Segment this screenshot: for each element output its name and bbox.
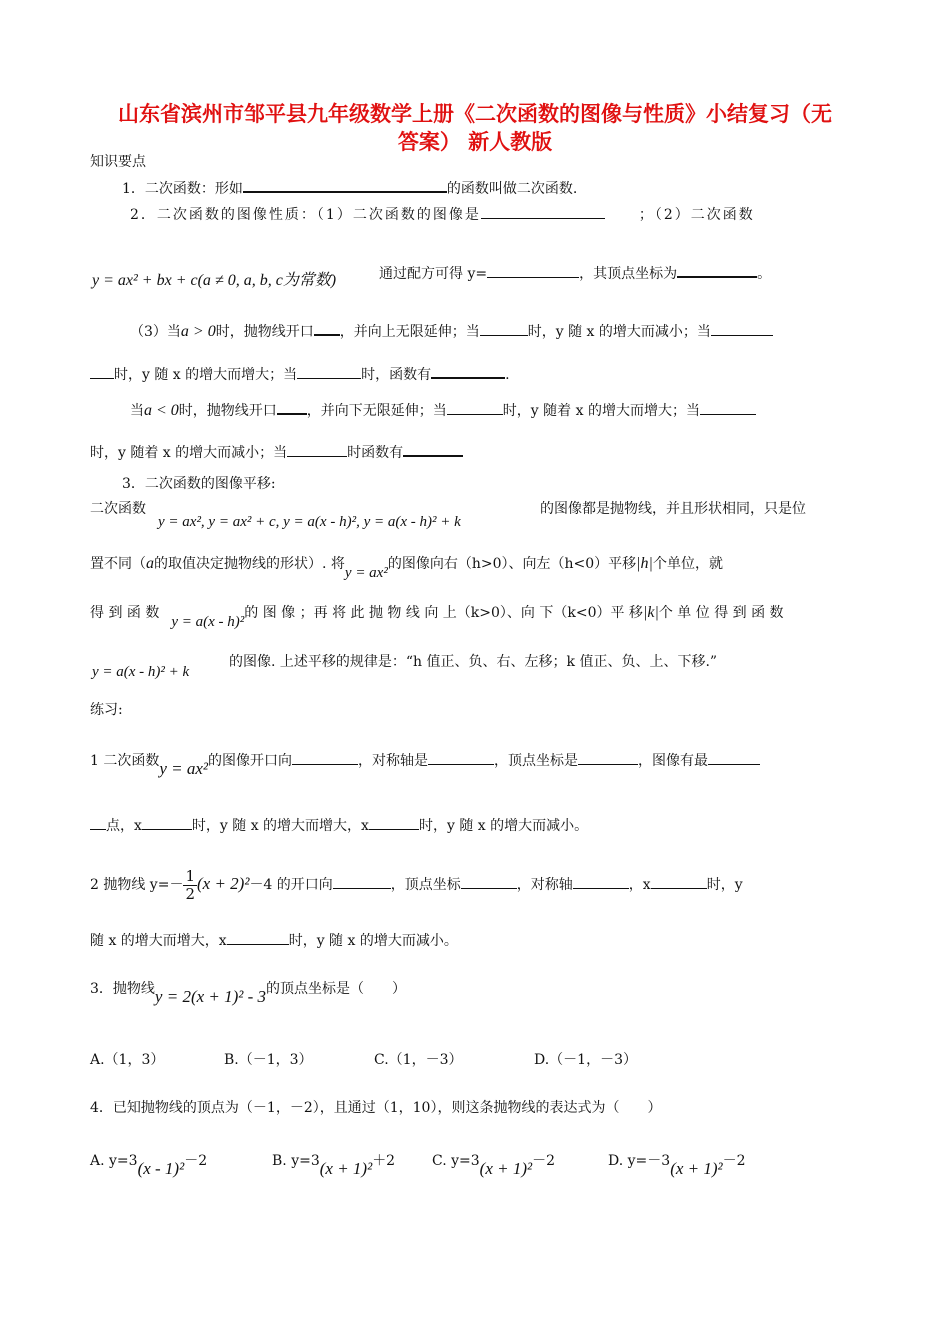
- practice-1-line1: [90, 750, 760, 778]
- section-knowledge: 知识要点: [90, 154, 146, 170]
- k24-cond: a < 0: [144, 402, 179, 419]
- p4-a-formula: (x - 1)²: [137, 1159, 185, 1178]
- p4-option-d[interactable]: [608, 1150, 746, 1178]
- p2-a: 2 抛物线 y=－: [90, 877, 184, 893]
- p1-e: ，图像有最: [638, 753, 709, 769]
- p3-option-b[interactable]: B.（－1，3）: [224, 1052, 313, 1068]
- k3-l3a: 得 到 函 数: [90, 605, 160, 621]
- practice-2-line1: [90, 864, 743, 905]
- k3-line1-formula: [158, 512, 461, 532]
- k3-l3-abs-k: |k|: [642, 604, 659, 621]
- k23-blank-open[interactable]: [314, 320, 340, 336]
- k2-text2: ，其顶点坐标为: [579, 266, 678, 282]
- k24-blank-1[interactable]: [447, 400, 503, 415]
- p1-b: 的图像开口向: [208, 753, 293, 769]
- knowledge-item-2-3-line2: [90, 363, 510, 385]
- k23-blank-3[interactable]: [297, 364, 361, 379]
- doc-title-line1: 山东省滨州市邹平县九年级数学上册《二次函数的图像与性质》小结复习（无: [118, 102, 832, 126]
- doc-title-line2: 答案） 新人教版: [397, 130, 553, 154]
- k23-f: 时，函数有: [361, 367, 432, 383]
- p1-i: 时，y 随 x 的增大而减小。: [418, 818, 589, 834]
- k23-blank-4[interactable]: [431, 363, 505, 379]
- k23-cond: a > 0: [180, 323, 216, 340]
- general-form-formula: y = ax² + bx + c(a ≠ 0, a, b, c为常数): [92, 272, 337, 289]
- k3-l2c: 的图像向右（h>0）、向左（h<0）平移: [387, 556, 637, 572]
- knowledge-item-2-vertex-line: [379, 262, 771, 284]
- k3-line2: [90, 554, 723, 581]
- p4-option-a[interactable]: [90, 1150, 208, 1178]
- p2-c: ，顶点坐标: [390, 877, 461, 893]
- k1-blank[interactable]: [243, 177, 447, 193]
- k3-l4-formula: y = a(x - h)² + k: [92, 664, 190, 680]
- k3-l2-a-var: a: [146, 555, 154, 572]
- p2-b: －4 的开口向: [249, 877, 333, 893]
- p3-a: 3．抛物线: [90, 981, 155, 997]
- k3-l3c: 个 单 位 得 到 函 数: [658, 605, 784, 621]
- k24-blank-4[interactable]: [403, 441, 463, 457]
- p4-b-pre: B. y=3: [272, 1153, 320, 1169]
- p1-blank-5[interactable]: [142, 815, 192, 830]
- practice-4-question: 4．已知抛物线的顶点为（－1，－2），且通过（1，10），则这条抛物线的表达式为（ ）: [90, 1100, 662, 1116]
- k2-blank-shape[interactable]: [481, 204, 605, 219]
- k3-l3-formula: y = a(x - h)²: [171, 614, 245, 630]
- p1-a: 1 二次函数: [90, 753, 160, 769]
- knowledge-item-2-4-line2: [90, 441, 463, 463]
- p2-blank-1[interactable]: [333, 874, 391, 889]
- p2-g: 时，y: [706, 877, 743, 893]
- k3-translation-formulas: y = ax², y = ax² + c, y = a(x - h)², y = a(x - h)² + k: [158, 514, 461, 530]
- k23-e: 时，y 随 x 的增大而增大；当: [114, 367, 298, 383]
- p1-h: 时，y 随 x 的增大而增大，x: [191, 818, 369, 834]
- p2-frac-num: 1: [185, 866, 195, 885]
- knowledge-item-1: [122, 177, 577, 199]
- k2-text3: 。: [757, 266, 772, 282]
- k23-d: 时，y 随 x 的增大而减小；当: [527, 324, 711, 340]
- p4-option-c[interactable]: [432, 1150, 556, 1178]
- p4-b-post: ＋2: [372, 1153, 396, 1169]
- p3-option-c[interactable]: C.（1，－3）: [374, 1052, 463, 1068]
- p2-blank-3[interactable]: [573, 874, 629, 889]
- knowledge-item-3-heading: 3．二次函数的图像平移:: [122, 476, 276, 492]
- k24-b: 时，抛物线开口: [178, 403, 277, 419]
- k23-blank-2[interactable]: [711, 321, 773, 336]
- practice-2-line2: [90, 930, 458, 951]
- p1-d: ，顶点坐标是: [494, 753, 579, 769]
- p4-a-pre: A. y=3: [90, 1153, 138, 1169]
- p1-blank-4b[interactable]: [90, 815, 106, 830]
- p2-e: ，x: [628, 877, 651, 893]
- p2-frac-den: 2: [185, 884, 195, 903]
- p2-blank-2[interactable]: [461, 874, 517, 889]
- k3-line1-a: 二次函数: [90, 501, 146, 517]
- k23-c: ，并向上无限延伸；当: [339, 324, 480, 340]
- practice-3-question: [90, 978, 407, 1006]
- knowledge-item-2-3-line1: [130, 320, 773, 342]
- p1-blank-3[interactable]: [578, 750, 638, 765]
- p1-blank-1[interactable]: [292, 750, 358, 765]
- p4-c-post: －2: [532, 1153, 556, 1169]
- knowledge-item-2-4-line1: [130, 399, 756, 421]
- k2-blank-vertex-form[interactable]: [487, 263, 579, 278]
- k3-line3: [90, 603, 784, 630]
- p4-a-post: －2: [184, 1153, 208, 1169]
- p4-c-pre: C. y=3: [432, 1153, 480, 1169]
- p2-h: 随 x 的增大而增大，x: [90, 933, 227, 949]
- k3-l2-abs-h: |h|: [636, 555, 653, 572]
- p3-b: 的顶点坐标是（ ）: [266, 981, 407, 997]
- k3-l2a: 置不同（: [90, 556, 146, 572]
- p4-c-formula: (x + 1)²: [479, 1159, 533, 1178]
- k24-d: 时，y 随着 x 的增大而增大；当: [502, 403, 700, 419]
- p2-d: ，对称轴: [516, 877, 573, 893]
- knowledge-item-2-formula-line: [92, 271, 336, 291]
- k23-blank-1[interactable]: [480, 321, 528, 336]
- k2-text1: 通过配方可得 y=: [379, 266, 488, 282]
- p2-blank-5[interactable]: [227, 930, 289, 945]
- p3-option-d[interactable]: D.（－1，－3）: [534, 1052, 637, 1068]
- p4-d-pre: D. y=－3: [608, 1153, 671, 1169]
- k24-blank-3[interactable]: [287, 442, 347, 457]
- k3-line4-formula: [92, 662, 189, 682]
- k23-g: .: [505, 367, 510, 383]
- p4-d-post: －2: [722, 1153, 746, 1169]
- k3-line4-b: 的图像. 上述平移的规律是：“h 值正、负、右、左移；k 值正、负、上、下移.”: [229, 654, 718, 670]
- p1-blank-6[interactable]: [369, 815, 419, 830]
- k23-b: 时，抛物线开口: [215, 324, 314, 340]
- p1-blank-4[interactable]: [708, 750, 760, 765]
- k2-mid: ；（2）二次函数: [638, 207, 755, 223]
- k1-pre: 1．二次函数：形如: [122, 181, 243, 197]
- p1-c: ，对称轴是: [358, 753, 429, 769]
- p2-fraction: [183, 868, 197, 903]
- k24-f: 时函数有: [347, 445, 404, 461]
- k24-a: 当: [130, 403, 144, 419]
- p4-d-formula: (x + 1)²: [670, 1159, 723, 1178]
- k3-line1-b: 的图像都是抛物线，并且形状相同，只是位: [540, 501, 806, 517]
- p3-option-a[interactable]: A.（1，3）: [90, 1052, 165, 1068]
- k1-post: 的函数叫做二次函数.: [446, 181, 578, 197]
- k23-blank-2b[interactable]: [90, 364, 114, 379]
- k24-e: 时，y 随着 x 的增大而减小；当: [90, 445, 288, 461]
- p4-b-formula: (x + 1)²: [319, 1159, 373, 1178]
- p1-g: 点，x: [106, 818, 142, 834]
- k24-blank-open[interactable]: [277, 399, 307, 415]
- practice-1-line2: [90, 815, 588, 836]
- k2-pre: 2．二次函数的图像性质：（1）二次函数的图像是: [130, 207, 481, 223]
- k23-a: （3）当: [130, 324, 181, 340]
- k2-blank-vertex[interactable]: [677, 262, 757, 278]
- k3-l3b: 的 图 像 ；再 将 此 抛 物 线 向 上（k>0）、向 下（k<0）平 移: [244, 605, 643, 621]
- p2-blank-4[interactable]: [651, 874, 707, 889]
- knowledge-item-2: [130, 204, 755, 225]
- section-practice: 练习:: [90, 702, 123, 718]
- p4-option-b[interactable]: [272, 1150, 396, 1178]
- p1-blank-2[interactable]: [428, 750, 494, 765]
- p1-formula: y = ax²: [159, 759, 209, 778]
- k3-l2-formula: y = ax²: [344, 565, 388, 581]
- p3-formula: y = 2(x + 1)² - 3: [154, 987, 267, 1006]
- k24-c: ，并向下无限延伸；当: [306, 403, 447, 419]
- k24-blank-2[interactable]: [700, 400, 756, 415]
- p2-i: 时，y 随 x 的增大而减小。: [288, 933, 458, 949]
- k3-l2d: 个单位，就: [652, 556, 723, 572]
- k3-l2b: 的取值决定抛物线的形状）. 将: [154, 556, 345, 572]
- p2-formula: (x + 2)²: [197, 874, 250, 893]
